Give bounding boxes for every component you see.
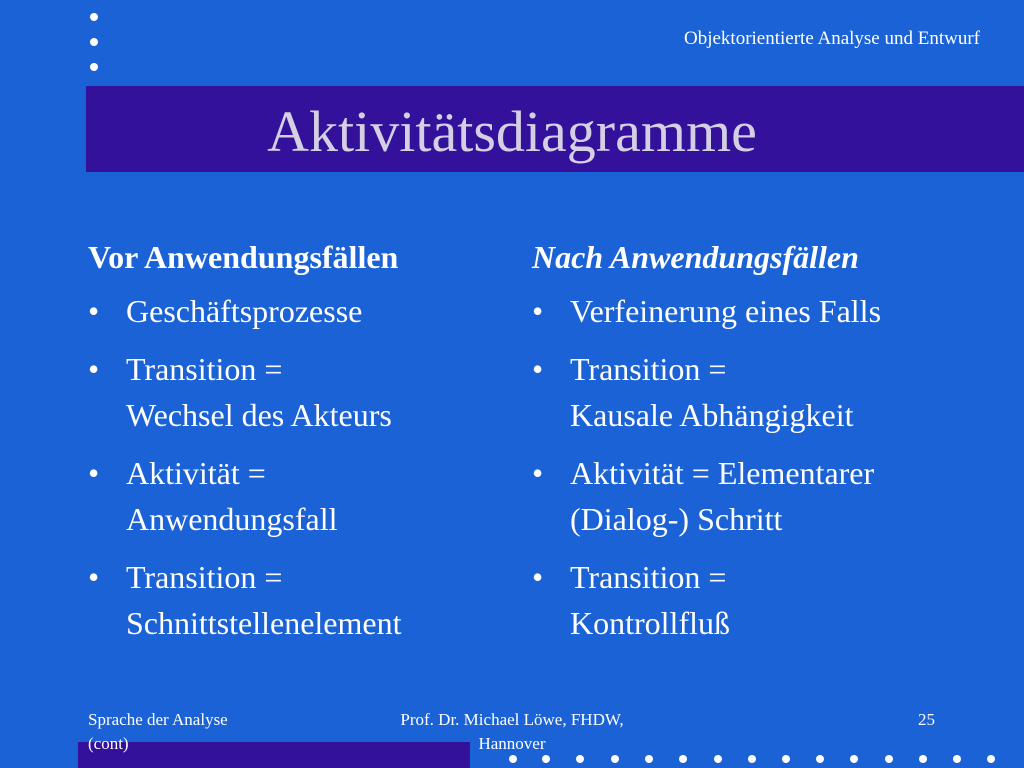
decor-dot-top-3 bbox=[90, 63, 98, 71]
bullet-line: Geschäftsprozesse bbox=[126, 293, 363, 329]
right-bullet-2 bbox=[532, 346, 1002, 438]
decor-dot-bottom-12 bbox=[885, 755, 893, 763]
bullet-line: Verfeinerung eines Falls bbox=[570, 293, 882, 329]
decor-dot-bottom-2 bbox=[542, 755, 550, 763]
left-bullet-3 bbox=[88, 450, 508, 542]
bullet-line: Transition = bbox=[570, 559, 727, 595]
bullet-icon: • bbox=[532, 293, 544, 329]
bullet-icon: • bbox=[532, 559, 544, 595]
decor-dot-bottom-1 bbox=[509, 755, 517, 763]
bullet-icon: • bbox=[88, 351, 100, 387]
footer-author-line: Hannover bbox=[478, 734, 546, 753]
bullet-icon: • bbox=[88, 455, 100, 491]
decor-dot-top-1 bbox=[90, 13, 98, 21]
page-number: 25 bbox=[918, 710, 935, 729]
bullet-line: Kontrollfluß bbox=[570, 605, 730, 641]
decor-dot-bottom-11 bbox=[850, 755, 858, 763]
left-column bbox=[88, 234, 508, 658]
right-bullet-4 bbox=[532, 554, 1002, 646]
bullet-icon: • bbox=[532, 455, 544, 491]
decor-dot-bottom-4 bbox=[611, 755, 619, 763]
decor-dot-bottom-3 bbox=[576, 755, 584, 763]
left-bullet-4 bbox=[88, 554, 508, 646]
course-title: Objektorientierte Analyse und Entwurf bbox=[683, 28, 980, 49]
decor-dot-bottom-13 bbox=[919, 755, 927, 763]
bullet-line: Transition = bbox=[126, 351, 283, 387]
right-bullet-1 bbox=[532, 288, 1002, 334]
decor-dot-top-2 bbox=[90, 38, 98, 46]
decor-dot-bottom-5 bbox=[645, 755, 653, 763]
left-bullet-2 bbox=[88, 346, 508, 438]
bullet-line: (Dialog-) Schritt bbox=[570, 501, 783, 537]
bullet-icon: • bbox=[532, 351, 544, 387]
bullet-line: Transition = bbox=[570, 351, 727, 387]
bullet-icon: • bbox=[88, 559, 100, 595]
bullet-line: Aktivität = bbox=[126, 455, 266, 491]
decor-dot-bottom-6 bbox=[679, 755, 687, 763]
right-column-heading: Nach Anwendungsfällen bbox=[532, 239, 859, 275]
bullet-icon: • bbox=[88, 293, 100, 329]
decor-dot-bottom-10 bbox=[816, 755, 824, 763]
footer-author bbox=[362, 708, 662, 756]
decor-dot-bottom-8 bbox=[748, 755, 756, 763]
right-bullet-3 bbox=[532, 450, 1002, 542]
decor-dot-bottom-14 bbox=[953, 755, 961, 763]
bullet-line: Schnittstellenelement bbox=[126, 605, 402, 641]
slide-title: Aktivitätsdiagramme bbox=[267, 99, 757, 164]
left-column-heading: Vor Anwendungsfällen bbox=[88, 239, 399, 275]
right-column bbox=[532, 234, 1002, 658]
decor-dot-bottom-9 bbox=[782, 755, 790, 763]
footer-section-line: (cont) bbox=[88, 734, 129, 753]
bullet-line: Aktivität = Elementarer bbox=[570, 455, 875, 491]
bullet-line: Transition = bbox=[126, 559, 283, 595]
bullet-line: Kausale Abhängigkeit bbox=[570, 397, 854, 433]
decor-dot-bottom-7 bbox=[714, 755, 722, 763]
decor-dot-bottom-15 bbox=[987, 755, 995, 763]
footer-section-title bbox=[88, 708, 228, 756]
bullet-line: Anwendungsfall bbox=[126, 501, 338, 537]
footer-author-line: Prof. Dr. Michael Löwe, FHDW, bbox=[400, 710, 624, 729]
bullet-line: Wechsel des Akteurs bbox=[126, 397, 392, 433]
footer-section-line: Sprache der Analyse bbox=[88, 710, 228, 729]
left-bullet-1 bbox=[88, 288, 508, 334]
